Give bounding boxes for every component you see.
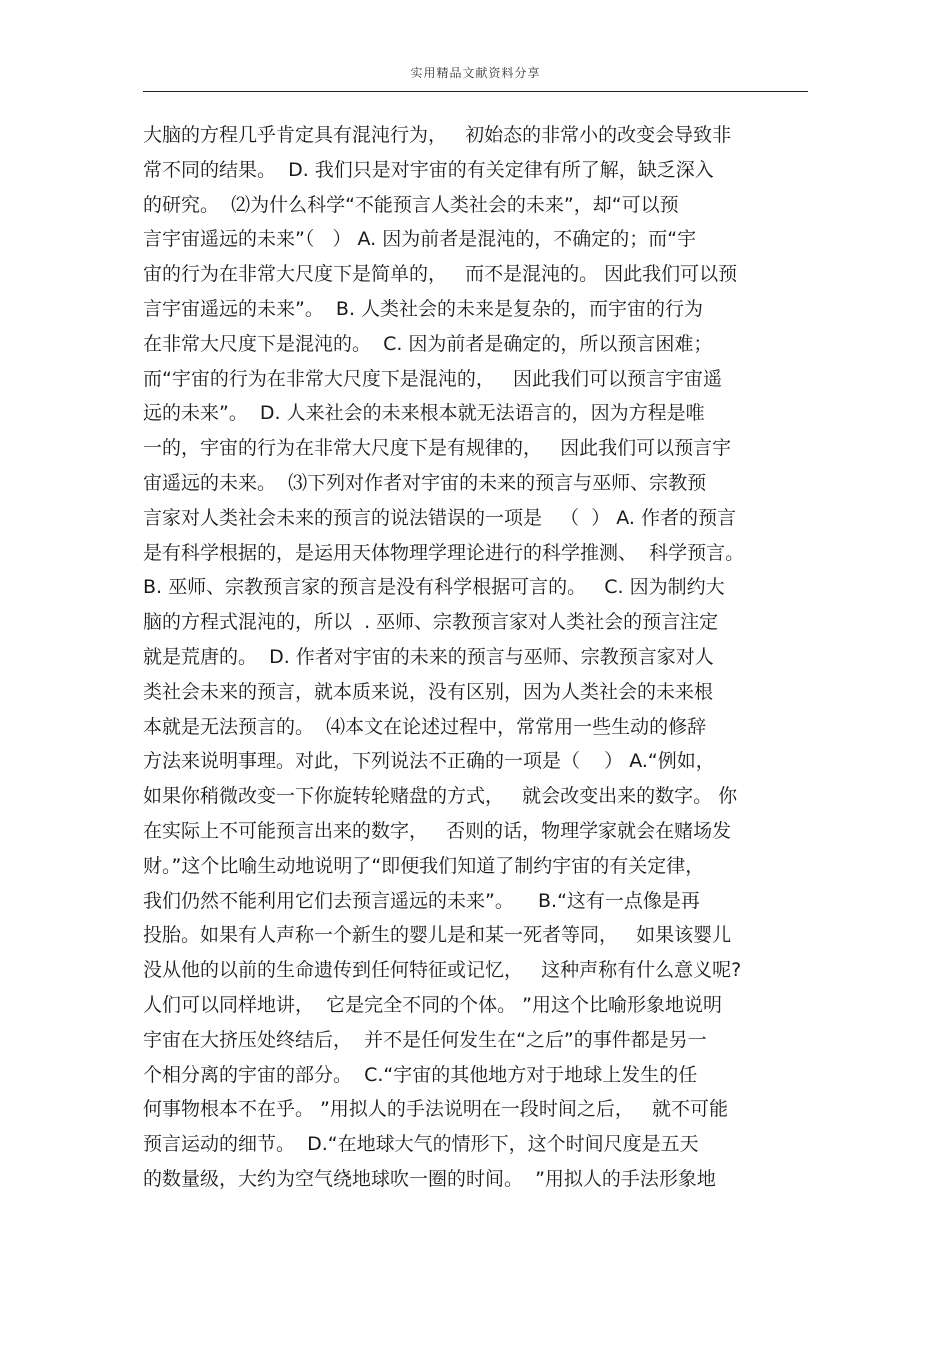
text-line: 就是荒唐的。 D. 作者对宇宙的未来的预言与巫师、宗教预言家对人 [143, 645, 714, 668]
page-header: 实用精品文献资料分享 [410, 66, 541, 80]
text-line: 如果你稍微改变一下你旋转轮赌盘的方式， 就会改变出来的数字。 你 [143, 785, 738, 808]
text-line: 一的，宇宙的行为在非常大尺度下是有规律的， 因此我们可以预言宇 [143, 437, 732, 460]
text-line: 言宇宙遥远的未来”。 B. 人类社会的未来是复杂的，而宇宙的行为 [143, 297, 704, 320]
text-line: 本就是无法预言的。 ⑷本文在论述过程中，常常用一些生动的修辞 [143, 715, 707, 738]
text-line: B. 巫师、宗教预言家的预言是没有科学根据可言的。 C. 因为制约大 [143, 576, 725, 599]
text-line: 脑的方程式混沌的，所以 . 巫师、宗教预言家对人类社会的预言注定 [143, 611, 719, 634]
text-line: 是有科学根据的，是运用天体物理学理论进行的科学推测、 科学预言。 [143, 541, 745, 564]
text-line: 远的未来”。 D. 人来社会的未来根本就无法语言的，因为方程是唯 [143, 402, 705, 425]
text-line: 的研究。 ⑵为什么科学“不能预言人类社会的未来”，却“可以预 [143, 193, 679, 216]
text-line: 投胎。如果有人声称一个新生的婴儿是和某一死者等同， 如果该婴儿 [143, 924, 732, 947]
text-line: 宙遥远的未来。 ⑶下列对作者对宇宙的未来的预言与巫师、宗教预 [143, 471, 707, 494]
text-line: 预言运动的细节。 D.“在地球大气的情形下，这个时间尺度是五天 [143, 1133, 699, 1156]
body-text [143, 118, 811, 1197]
text-line: 宙的行为在非常大尺度下是简单的， 而不是混沌的。 因此我们可以预 [143, 263, 738, 286]
text-line: 常不同的结果。 D. 我们只是对宇宙的有关定律有所了解，缺乏深入 [143, 158, 714, 181]
text-line: 何事物根本不在乎。 ”用拟人的手法说明在一段时间之后， 就不可能 [143, 1098, 729, 1121]
text-line: 我们仍然不能利用它们去预言遥远的未来”。 B.“这有一点像是再 [143, 889, 700, 912]
header-divider [143, 91, 808, 92]
text-line: 言家对人类社会未来的预言的说法错误的一项是 （ ） A. 作者的预言 [143, 506, 736, 529]
text-line: 大脑的方程几乎肯定具有混沌行为， 初始态的非常小的改变会导致非 [143, 124, 732, 146]
text-line: 方法来说明事理。对此，下列说法不正确的一项是（ ） A.“例如， [143, 750, 715, 773]
text-line: 人们可以同样地讲， 它是完全不同的个体。 ”用这个比喻形象地说明 [143, 993, 722, 1016]
text-line: 在实际上不可能预言出来的数字， 否则的话，物理学家就会在赌场发 [143, 819, 732, 842]
text-line: 宇宙在大挤压处终结后， 并不是任何发生在“之后”的事件都是另一 [143, 1028, 707, 1051]
text-line: 财。”这个比喻生动地说明了“即便我们知道了制约宇宙的有关定律， [143, 854, 705, 877]
text-line: 而“宇宙的行为在非常大尺度下是混沌的， 因此我们可以预言宇宙遥 [143, 367, 722, 390]
text-line: 言宇宙遥远的未来”（ ） A. 因为前者是混沌的，不确定的；而“宇 [143, 228, 697, 251]
text-line: 在非常大尺度下是混沌的。 C. 因为前者是确定的，所以预言困难； [143, 332, 713, 355]
text-line: 个相分离的宇宙的部分。 C.“宇宙的其他地方对于地球上发生的任 [143, 1063, 698, 1086]
text-line: 的数量级，大约为空气绕地球吹一圈的时间。 ”用拟人的手法形象地 [143, 1167, 716, 1190]
text-line: 类社会未来的预言，就本质来说，没有区别，因为人类社会的未来根 [143, 680, 714, 703]
text-line: 没从他的以前的生命遗传到任何特征或记忆， 这种声称有什么意义呢? [143, 959, 742, 982]
